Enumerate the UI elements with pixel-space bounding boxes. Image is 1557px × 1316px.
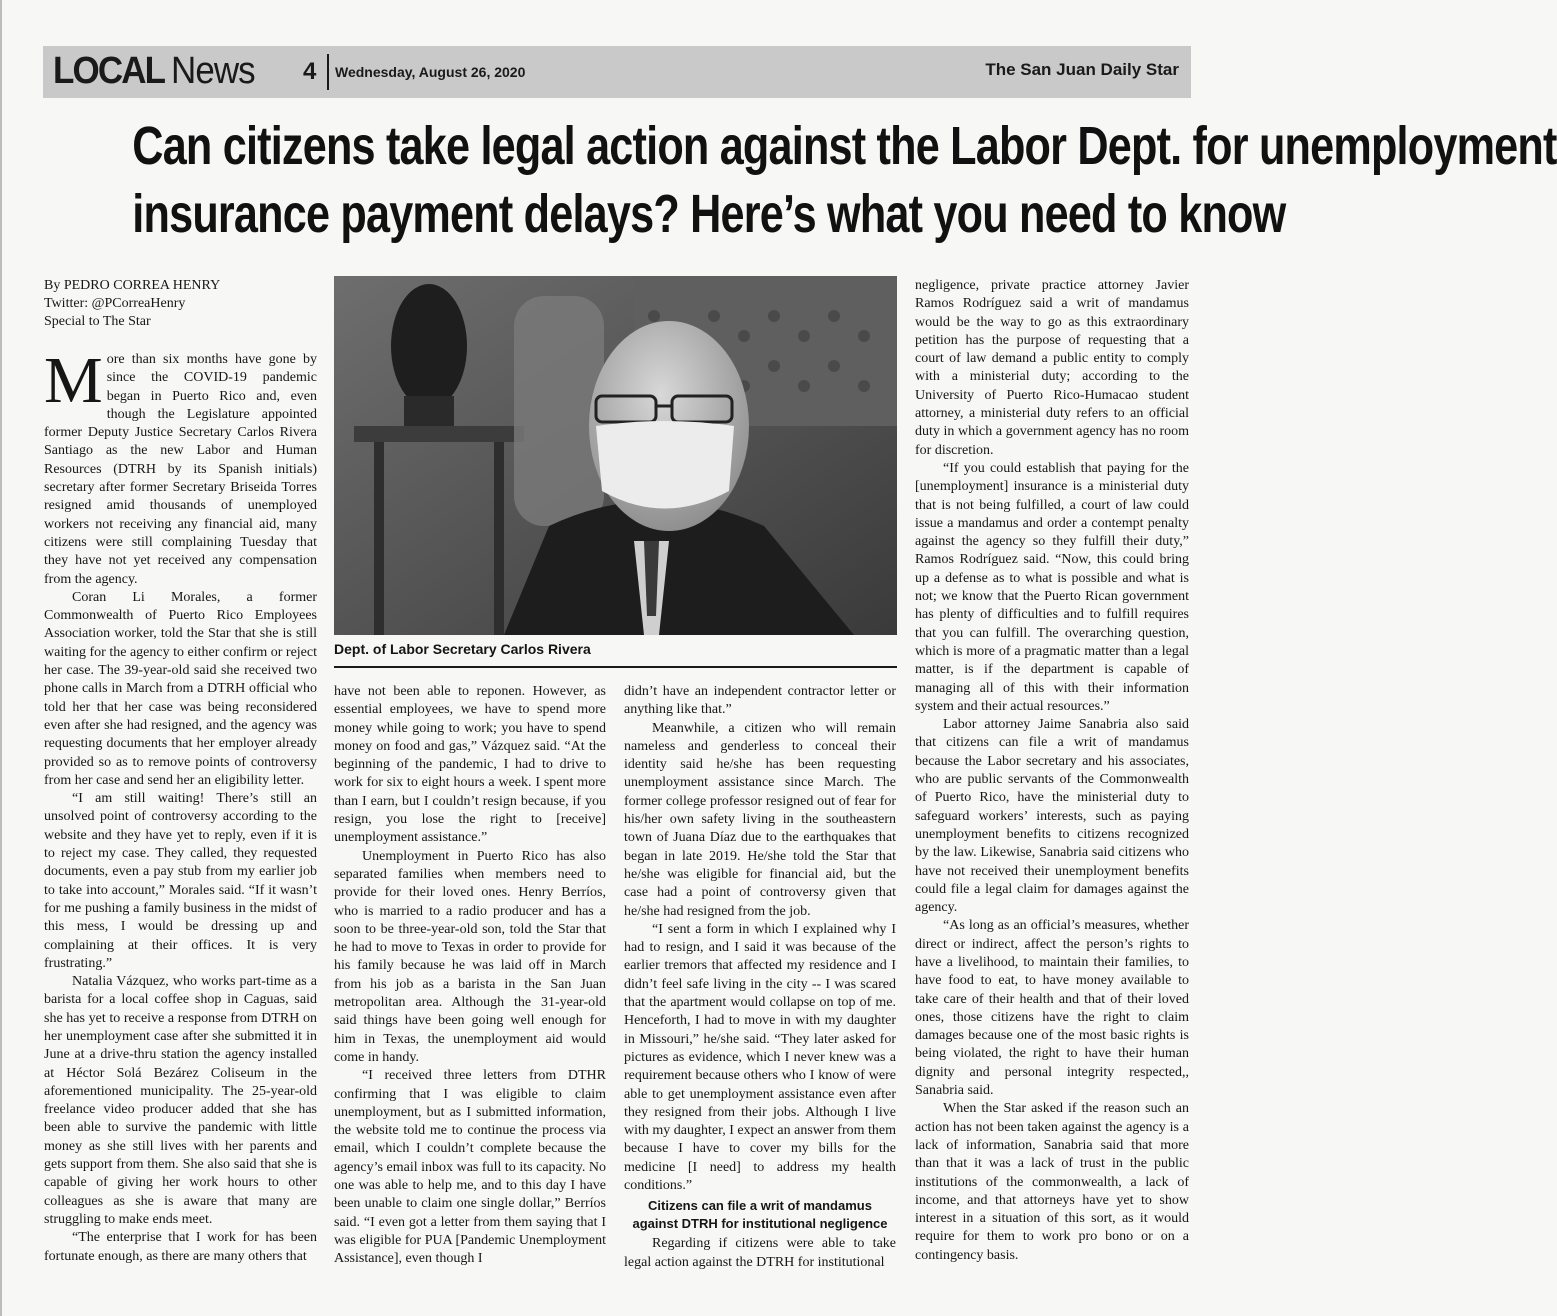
section-header: [43, 46, 1191, 98]
caption-divider: [334, 666, 897, 668]
paragraph: Natalia Vázquez, who works part-time as a barista for a local coffee shop in Caguas, said she has yet to receive a response from DTRH on her unemployment case after she submitted it in June at a drive-thru station the agency installed at Héctor Solá Bezárez Coliseum in the aforementioned municipality. The 25-year-old freelance video producer added that she has been able to survive the pandemic with little money as she still lives with her parents and gets support from them. She also said that she is capable of giving her work hours to other colleagues as she is aware that many are struggling to make ends meet.: [44, 974, 317, 1227]
drop-cap: M: [44, 344, 103, 417]
headline-line-1: Can citizens take legal action against the Labor Dept. for unemployment: [132, 116, 1557, 176]
paragraph: negligence, private practice attorney Javier Ramos Rodríguez said a writ of mandamus would be the way to go as this extraordinary petition has the purpose of requesting that a court of law demand a public entity to comply with a ministerial duty; according to the University of Puerto Rico-Humacao student attorney, a ministerial duty refers to an official duty in which a government agency has no room for discretion.: [915, 278, 1189, 458]
paragraph: “I sent a form in which I explained why I had to resign, and I said it was because of the earlier tremors that affected my residence and I didn’t feel safe living in the city -- I was scared that the apartment would collapse on top of me. Henceforth, I had to move in with my daughter in Missouri,” he/she said. “They later asked for pictures as evidence, which I never knew was a requirement because others who I know of were able to get unemployment assistance even after they resigned from their jobs. Although I live with my daughter, I expect an answer from them because I have to cover my bills for the medicine [I need] to address my health conditions.”: [624, 921, 896, 1194]
byline-twitter: Twitter: @PCorreaHenry: [44, 296, 186, 311]
paragraph: Regarding if citizens were able to take legal action against the DTRH for institutional: [624, 1236, 896, 1270]
page-number: 4: [303, 58, 317, 85]
headline: [10, 112, 1557, 248]
paragraph: Unemployment in Puerto Rico has also separated families when members need to provide for their loved ones. Henry Berríos, who is married to a radio producer and has a soon to be three-year-old son, told the Star that he had to move to Texas in order to provide for his family because he was laid off in March from his job as a barista in the San Juan metropolitan area. Although the 31-year-old said things have been going well enough for him in Texas, the unemployment aid would come in handy.: [334, 848, 606, 1065]
article-photo: [334, 276, 897, 635]
photo-caption: Dept. of Labor Secretary Carlos Rivera: [334, 641, 591, 657]
section-name-bold: LOCAL: [53, 50, 165, 92]
section-subhead: Citizens can file a writ of mandamus against DTRH for institutional negligence: [632, 1198, 888, 1232]
paragraph: When the Star asked if the reason such an action has not been taken against the agency is a lack of information, Sanabria said that more than that it was a lack of trust in the public institutions of the commonwealth, a lack of income, and that attorneys have yet to show interest in a situation of this sort, as it would require for them to work pro bono or on a contingency basis.: [915, 1101, 1189, 1263]
headline-line-2: insurance payment delays? Here’s what you need to know: [132, 184, 1286, 244]
paragraph: “The enterprise that I work for has been fortunate enough, as there are many others that: [44, 1230, 317, 1264]
article-column-4: [915, 277, 1189, 1265]
paragraph: Labor attorney Jaime Sanabria also said that citizens can file a writ of mandamus because the Labor secretary and his associates, who are public servants of the Commonwealth of Puerto Rico, have the ministerial duty to safeguard workers’ interests, such as paying unemployment benefits to citizens recognized by the law. Likewise, Sanabria said citizens who have not received their unemployment benefits could file a legal claim for damages against the agency.: [915, 717, 1189, 916]
byline: [44, 277, 317, 331]
article-column-1: [44, 277, 317, 1266]
newspaper-name: The San Juan Daily Star: [985, 60, 1179, 79]
paragraph: “As long as an official’s measures, whether direct or indirect, affect the person’s rights to have a livelihood, to maintain their families, to have food to eat, to have money available to take care of their health and that of their loved ones, those citizens have the right to claim damages because one of the most basic rights is being violated, the right to have their human dignity and personal integrity respected,, Sanabria said.: [915, 918, 1189, 1099]
photo-illustration: [334, 276, 897, 635]
paragraph: “I received three letters from DTHR confirming that I was eligible to claim unemployment, but as I submitted information, the website told me to continue the process via email, which I couldn’t complete because the agency’s email inbox was full to its capacity. No one was able to help me, and to this day I have been unable to claim one single dollar,” Berríos said. “I even got a letter from them saying that I was eligible for PUA [Pandemic Unemployment Assistance], even though I: [334, 1068, 606, 1267]
paragraph: Meanwhile, a citizen who will remain nameless and genderless to conceal their identity said he/she has been requesting unemployment assistance since March. The former college professor resigned out of fear for his/her own safety living in the southeastern town of Juana Díaz due to the earthquakes that began in late 2019. He/she told the Star that he/she was eligible for financial aid, but the case had a point of controversy given that he/she had resigned from the job.: [624, 720, 896, 919]
section-name-light: News: [171, 50, 255, 92]
paragraph: Coran Li Morales, a former Commonwealth of Puerto Rico Employees Association worker, told the Star that she is still waiting for the agency to either confirm or reject her case. The 39-year-old said she received two phone calls in March from a DTRH official who told her that her case was being reconsidered even after she had resigned, and the agency was requesting documents that her employer already provided so as to remove points of controversy from her case and send her an eligibility letter.: [44, 589, 317, 788]
article-column-2: [334, 683, 606, 1269]
paragraph: have not been able to reponen. However, as essential employees, we have to spend more money while going to work; you have to spend money on food and gas,” Vázquez said. “At the beginning of the pandemic, I had to drive to work for six to eight hours a week. I spent more than I earn, but I couldn’t resign because, if you resign, you lose the right to [receive] unemployment assistance.”: [334, 684, 606, 846]
paragraph: “I am still waiting! There’s still an unsolved point of controversy according to the website and they have yet to reply, even if it is to reject my case. They called, they requested documents, even a pay stub from my earlier job to take into account,” Morales said. “If it wasn’t for me pushing a family business in the midst of this mess, I would be dressing up and complaining at their offices. It is very frustrating.”: [44, 791, 317, 971]
issue-date: Wednesday, August 26, 2020: [335, 64, 526, 80]
paragraph: “If you could establish that paying for the [unemployment] insurance is a ministerial duty that is not being fulfilled, a court of law could issue a mandamus and order a contempt penalty against the agency so they fulfill their duty,” Ramos Rodríguez said. “Now, this could bring up a defense as to what is possible and what is not; we know that the Puerto Rican government has plenty of difficulties and to fulfill requires that you can fulfill. The overarching question, which is more of a pragmatic matter than a legal matter, is if the department is capable of managing all of this with their information system and their actual resources.”: [915, 460, 1189, 714]
byline-author: By PEDRO CORREA HENRY: [44, 278, 221, 293]
paragraph: didn’t have an independent contractor letter or anything like that.”: [624, 684, 896, 718]
article-column-3: [624, 683, 896, 1272]
paragraph: More than six months have gone by since the COVID-19 pandemic began in Puerto Rico and, even though the Legislature appointed former Deputy Justice Secretary Carlos Rivera Santiago as the new Labor and Human Resources (DTRH by its Spanish initials) secretary after former Secretary Briseida Torres resigned amid thousands of unemployed workers not receiving any financial aid, many citizens were still complaining Tuesday that they have not yet received any compensation from the agency.: [44, 344, 317, 587]
byline-affiliation: Special to The Star: [44, 314, 151, 329]
header-divider: [327, 54, 329, 90]
page-edge: [0, 0, 2, 1316]
